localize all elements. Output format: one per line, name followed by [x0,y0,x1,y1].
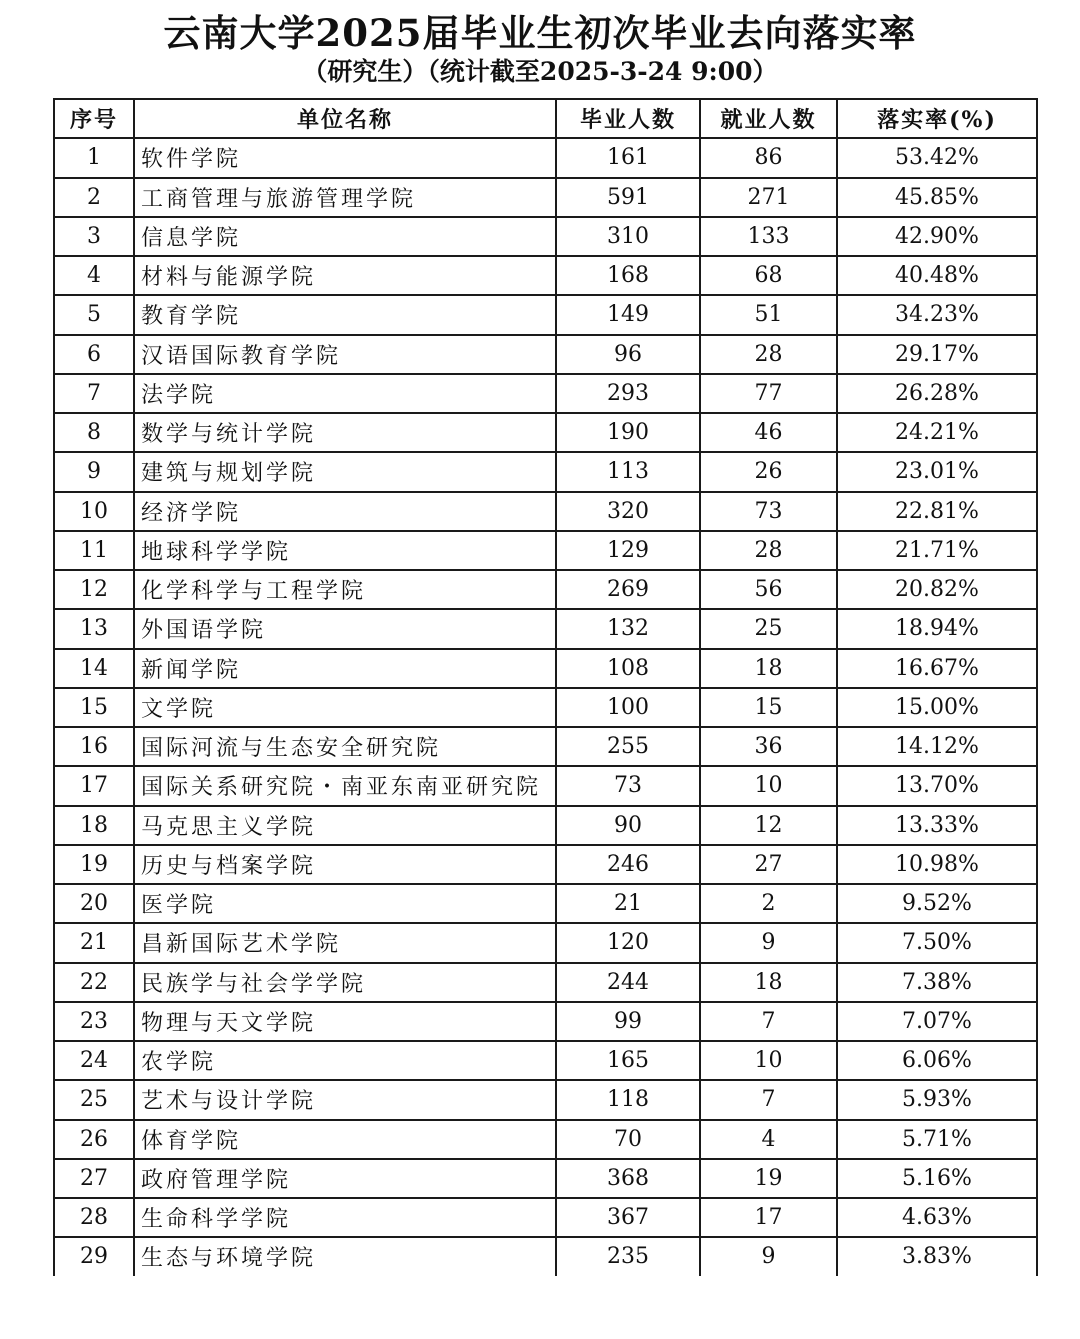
rate-cell: 10.98% [837,845,1037,884]
rate-cell: 4.63% [837,1198,1037,1237]
graduates-cell: 90 [556,806,700,845]
employed-cell: 18 [700,963,837,1002]
rate-cell: 7.50% [837,923,1037,962]
unit-name-cell: 法学院 [134,374,556,413]
unit-name-cell: 农学院 [134,1041,556,1080]
employed-cell: 51 [700,295,837,334]
employed-cell: 27 [700,845,837,884]
unit-name-cell: 外国语学院 [134,609,556,648]
employed-cell: 25 [700,609,837,648]
table-row [54,1120,1037,1159]
employed-cell: 26 [700,452,837,491]
graduates-cell: 320 [556,492,700,531]
rate-cell: 29.17% [837,335,1037,374]
unit-name-cell: 国际河流与生态安全研究院 [134,727,556,766]
rate-cell: 21.71% [837,531,1037,570]
table-row [54,295,1037,334]
rate-cell: 23.01% [837,452,1037,491]
graduates-cell: 255 [556,727,700,766]
row-index-cell: 13 [54,609,134,648]
employed-cell: 7 [700,1080,837,1119]
graduates-cell: 108 [556,649,700,688]
table-row [54,727,1037,766]
unit-name-cell: 材料与能源学院 [134,256,556,295]
header-unit-name: 单位名称 [134,99,556,138]
graduates-cell: 367 [556,1198,700,1237]
row-index-cell: 18 [54,806,134,845]
unit-name-cell: 政府管理学院 [134,1159,556,1198]
row-index-cell: 23 [54,1002,134,1041]
employed-cell: 86 [700,138,837,177]
rate-cell: 18.94% [837,609,1037,648]
graduates-cell: 149 [556,295,700,334]
row-index-cell: 29 [54,1237,134,1275]
row-index-cell: 2 [54,178,134,217]
unit-name-cell: 汉语国际教育学院 [134,335,556,374]
table-row [54,492,1037,531]
rate-cell: 42.90% [837,217,1037,256]
unit-name-cell: 地球科学学院 [134,531,556,570]
rate-cell: 6.06% [837,1041,1037,1080]
row-index-cell: 8 [54,413,134,452]
unit-name-cell: 医学院 [134,884,556,923]
employed-cell: 56 [700,570,837,609]
graduates-cell: 293 [556,374,700,413]
graduates-cell: 99 [556,1002,700,1041]
employed-cell: 18 [700,649,837,688]
rate-cell: 26.28% [837,374,1037,413]
graduates-cell: 165 [556,1041,700,1080]
row-index-cell: 10 [54,492,134,531]
graduates-cell: 168 [556,256,700,295]
row-index-cell: 12 [54,570,134,609]
rate-cell: 34.23% [837,295,1037,334]
row-index-cell: 1 [54,138,134,177]
employed-cell: 9 [700,923,837,962]
table-row [54,256,1037,295]
row-index-cell: 19 [54,845,134,884]
header-index: 序号 [54,99,134,138]
employed-cell: 36 [700,727,837,766]
row-index-cell: 20 [54,884,134,923]
graduates-cell: 70 [556,1120,700,1159]
unit-name-cell: 历史与档案学院 [134,845,556,884]
graduates-cell: 100 [556,688,700,727]
rate-cell: 53.42% [837,138,1037,177]
employed-cell: 68 [700,256,837,295]
rate-cell: 24.21% [837,413,1037,452]
table-row [54,1041,1037,1080]
table-row [54,1080,1037,1119]
rate-cell: 7.07% [837,1002,1037,1041]
rate-cell: 14.12% [837,727,1037,766]
graduates-cell: 96 [556,335,700,374]
row-index-cell: 16 [54,727,134,766]
row-index-cell: 17 [54,766,134,805]
row-index-cell: 15 [54,688,134,727]
table-row [54,138,1037,177]
page-subtitle: （研究生）（统计截至2025-3-24 9:00） [302,57,778,86]
rate-cell: 16.67% [837,649,1037,688]
rate-cell: 9.52% [837,884,1037,923]
table-row [54,178,1037,217]
table-row [54,609,1037,648]
unit-name-cell: 国际关系研究院・南亚东南亚研究院 [134,766,556,805]
employed-cell: 9 [700,1237,837,1275]
unit-name-cell: 软件学院 [134,138,556,177]
rate-cell: 5.71% [837,1120,1037,1159]
rate-cell: 20.82% [837,570,1037,609]
row-index-cell: 9 [54,452,134,491]
employed-cell: 7 [700,1002,837,1041]
row-index-cell: 28 [54,1198,134,1237]
unit-name-cell: 新闻学院 [134,649,556,688]
unit-name-cell: 昌新国际艺术学院 [134,923,556,962]
rate-cell: 40.48% [837,256,1037,295]
graduates-cell: 591 [556,178,700,217]
rate-cell: 5.93% [837,1080,1037,1119]
rate-cell: 13.33% [837,806,1037,845]
unit-name-cell: 工商管理与旅游管理学院 [134,178,556,217]
table-header [54,99,1037,138]
graduates-cell: 120 [556,923,700,962]
graduates-cell: 118 [556,1080,700,1119]
row-index-cell: 22 [54,963,134,1002]
unit-name-cell: 数学与统计学院 [134,413,556,452]
graduates-cell: 310 [556,217,700,256]
employed-cell: 2 [700,884,837,923]
unit-name-cell: 经济学院 [134,492,556,531]
unit-name-cell: 建筑与规划学院 [134,452,556,491]
unit-name-cell: 艺术与设计学院 [134,1080,556,1119]
table-row [54,531,1037,570]
table-row [54,1002,1037,1041]
rate-cell: 13.70% [837,766,1037,805]
table-body [54,138,1037,1275]
graduates-cell: 129 [556,531,700,570]
table-row [54,1159,1037,1198]
table-row [54,452,1037,491]
rate-cell: 15.00% [837,688,1037,727]
row-index-cell: 25 [54,1080,134,1119]
employed-cell: 12 [700,806,837,845]
graduates-cell: 73 [556,766,700,805]
graduates-cell: 21 [556,884,700,923]
table-row [54,1237,1037,1275]
header-graduates: 毕业人数 [556,99,700,138]
table-row [54,688,1037,727]
rate-cell: 7.38% [837,963,1037,1002]
employed-cell: 77 [700,374,837,413]
unit-name-cell: 文学院 [134,688,556,727]
row-index-cell: 21 [54,923,134,962]
table-row [54,217,1037,256]
row-index-cell: 4 [54,256,134,295]
row-index-cell: 14 [54,649,134,688]
unit-name-cell: 生态与环境学院 [134,1237,556,1275]
table-row [54,766,1037,805]
table-row [54,806,1037,845]
table-row [54,845,1037,884]
unit-name-cell: 马克思主义学院 [134,806,556,845]
row-index-cell: 5 [54,295,134,334]
employment-rate-table [53,98,1038,1276]
table-row [54,413,1037,452]
row-index-cell: 3 [54,217,134,256]
employed-cell: 133 [700,217,837,256]
graduates-cell: 368 [556,1159,700,1198]
unit-name-cell: 信息学院 [134,217,556,256]
graduates-cell: 246 [556,845,700,884]
table-row [54,963,1037,1002]
table-row [54,570,1037,609]
employed-cell: 46 [700,413,837,452]
employed-cell: 10 [700,1041,837,1080]
graduates-cell: 235 [556,1237,700,1275]
unit-name-cell: 物理与天文学院 [134,1002,556,1041]
employed-cell: 4 [700,1120,837,1159]
unit-name-cell: 教育学院 [134,295,556,334]
graduates-cell: 269 [556,570,700,609]
employed-cell: 28 [700,335,837,374]
header-rate: 落实率(%) [837,99,1037,138]
row-index-cell: 11 [54,531,134,570]
unit-name-cell: 化学科学与工程学院 [134,570,556,609]
page-title: 云南大学2025届毕业生初次毕业去向落实率 [163,11,917,55]
unit-name-cell: 体育学院 [134,1120,556,1159]
row-index-cell: 7 [54,374,134,413]
unit-name-cell: 生命科学学院 [134,1198,556,1237]
row-index-cell: 26 [54,1120,134,1159]
row-index-cell: 24 [54,1041,134,1080]
employed-cell: 73 [700,492,837,531]
rate-cell: 45.85% [837,178,1037,217]
graduates-cell: 113 [556,452,700,491]
employed-cell: 271 [700,178,837,217]
rate-cell: 5.16% [837,1159,1037,1198]
row-index-cell: 27 [54,1159,134,1198]
employed-cell: 17 [700,1198,837,1237]
graduates-cell: 244 [556,963,700,1002]
employed-cell: 10 [700,766,837,805]
graduates-cell: 161 [556,138,700,177]
table-row [54,884,1037,923]
graduates-cell: 132 [556,609,700,648]
rate-cell: 22.81% [837,492,1037,531]
header-employed: 就业人数 [700,99,837,138]
employed-cell: 19 [700,1159,837,1198]
header-row [54,99,1037,138]
rate-cell: 3.83% [837,1237,1037,1275]
table-row [54,649,1037,688]
table-row [54,335,1037,374]
graduates-cell: 190 [556,413,700,452]
employed-cell: 15 [700,688,837,727]
employed-cell: 28 [700,531,837,570]
unit-name-cell: 民族学与社会学学院 [134,963,556,1002]
table-row [54,923,1037,962]
row-index-cell: 6 [54,335,134,374]
table-row [54,1198,1037,1237]
table-row [54,374,1037,413]
